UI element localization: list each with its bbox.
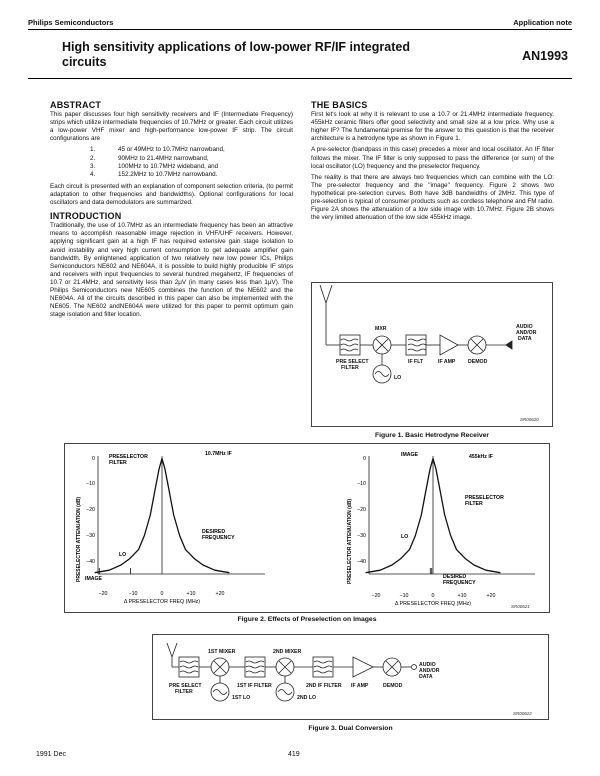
chart-b-xtick: +20 [486, 593, 496, 599]
label-preselect: PRE SELECT [169, 683, 202, 689]
config-list [90, 146, 293, 178]
preselect-filter-block [340, 335, 360, 355]
label-2nd-if-filter: 2ND IF FILTER [306, 683, 342, 689]
chart-a-xtick: +10 [186, 591, 196, 597]
label-audio: AUDIO [516, 324, 533, 330]
chart-a-ytick: −10 [86, 481, 95, 487]
label-data: DATA [419, 674, 433, 680]
right-column [311, 101, 554, 225]
label-andor: AND/OR [419, 668, 440, 674]
chart-a-frequency-label: FREQUENCY [202, 535, 235, 541]
title-rule [28, 78, 572, 79]
if1-filter-block [245, 657, 265, 677]
basics-text-2: A pre-selector (bandpass in this case) precedes a mixer and local oscillator. An IF filter follows the mixer. The IF filter is only supposed to pass the difference (or sum) of the local oscillator (LO) frequency and the preselector frequency. [311, 146, 554, 170]
label-if-amp: IF AMP [351, 683, 369, 689]
label-1st-if-filter: 1ST IF FILTER [237, 683, 272, 689]
chart-a-preselector-label: PRESELECTOR [109, 454, 148, 460]
chart-a-xtick: −10 [128, 591, 138, 597]
antenna-icon [320, 285, 326, 303]
list-item: 2. 90MHz to 21.4MHz narrowband, [90, 154, 209, 162]
figure-1 [311, 282, 553, 427]
intro-text: Traditionally, the use of 10.7MHz as an intermediate frequency has been an attractive means to accomplish reasonable image rejection in VHF/UHF receivers. However, applying significant gain at a high IF has required extensive gain stage isolation to avoid instability and very high current consumption to get adequate amplifier gain bandwidth. By enlightened application of two relatively new low power ICs, Philips Semiconductors NE602 and NE604A, it is possible to build highly producible IF strips and receivers with input frequencies to several hundred megahertz, IF frequencies of 10.7 or 21.4MHz, and sensitivity less than 2μV (in many cases less than 1μV). The Philips Semiconductors new NE605 combines the function of the NE602 and the NE604A. All of the circuits described in this paper can also be implemented with the NE605. The NE602 andNE604A were utilized for this paper to permit optimum gain stage isolation and filter location. [50, 222, 293, 319]
chart-b-if-label: 455kHz IF [469, 454, 493, 460]
list-item: 1. 45 or 49MHz to 10.7MHz narrowband, [90, 146, 225, 154]
chart-b-ytick: 0 [363, 456, 366, 462]
label-filter: FILTER [175, 689, 193, 695]
doc-number: AN1993 [522, 49, 568, 63]
label-mxr: MXR [375, 326, 387, 332]
list-item: 3. 100MHz to 10.7MHz wideband, and [90, 162, 219, 170]
chart-b-preselector-label: PRESELECTOR [465, 495, 504, 501]
intro-heading: INTRODUCTION [50, 211, 122, 222]
fig1-diagram [312, 283, 552, 426]
if-amp-icon [353, 657, 373, 677]
header-rule [28, 29, 572, 30]
chart-a-ylabel: PRESELECTOR ATTENUATION (dB) [76, 496, 82, 582]
label-demod: DEMOD [383, 683, 403, 689]
fig2-caption: Figure 2. Effects of Preselection on Images [237, 616, 377, 623]
chart-b-filter-label: FILTER [465, 501, 483, 507]
if-filter-block [406, 335, 426, 355]
label-data: DATA [518, 336, 532, 342]
chart-b-xtick: −10 [399, 593, 409, 599]
chart-b-xtick: 0 [431, 593, 435, 599]
list-item: 4. 152.2MHz to 10.7MHz narrowband. [90, 170, 218, 178]
page-title: High sensitivity applications of low-power RF/IF integrated circuits [62, 40, 410, 69]
label-if-amp: IF AMP [438, 359, 456, 365]
chart-b-ytick: −20 [357, 507, 366, 513]
fig2-ref: SR00621 [511, 604, 530, 609]
chart-a-ytick: 0 [92, 456, 95, 462]
chart-a-ytick: −20 [86, 507, 95, 513]
antenna-icon [167, 643, 172, 657]
figure-2 [64, 443, 550, 613]
footer-page: 419 [288, 751, 300, 758]
fig3-diagram [153, 635, 548, 719]
basics-heading: THE BASICS [311, 100, 368, 110]
fig1-caption: Figure 1. Basic Hetrodyne Receiver [374, 432, 490, 439]
basics-text-1: First let's look at why it is relevant to use a 10.7 or 21.4MHz intermediate frequency. 455kHz ceramic filters offer good selectivity and small size at a low price. Why use a higher IF? The fundamental premise for the answer to this question is that the receiver architecture is a hetrodyne type as shown in Figure 1. [311, 111, 554, 143]
chart-a-desired-label: DESIRED [202, 529, 226, 535]
chart-a-if-label: 10.7MHz IF [205, 451, 232, 457]
footer-date: 1991 Dec [36, 751, 66, 758]
chart-b-xtick: +10 [457, 593, 467, 599]
label-audio: AUDIO [419, 662, 436, 668]
chart-a-xtick: +20 [215, 591, 225, 597]
header-company: Philips Semiconductors [28, 18, 114, 27]
basics-text-3: The reality is that there are always two frequencies which can combine with the LO: The pre-selector frequency and the "image" frequency. Figure 2 shows two hypothetical pre-selection curves. Both have 3dB bandwidths of 2MHz. This type of pre-selection is typical of consumer products such as cordless telephone and FM radio. Figure 2A shows the attenuation of a low side image with 10.7MHz. Figure 2B shows the very limited attenuation of the low side 455kHz image. [311, 173, 554, 222]
label-andor: AND/OR [516, 330, 537, 336]
chart-b-ytick: −10 [357, 481, 366, 487]
preselect-filter-block [179, 657, 199, 677]
label-1st-mixer: 1ST MIXER [208, 649, 236, 655]
abstract-heading: ABSTRACT [50, 100, 102, 110]
chart-b-image-label: IMAGE [401, 452, 419, 458]
fig3-ref: SR00622 [513, 711, 532, 716]
chart-b-frequency-label: FREQUENCY [443, 580, 476, 586]
header-doc-type: Application note [513, 18, 572, 27]
label-2nd-lo: 2ND LO [297, 695, 317, 701]
chart-a-image-label: IMAGE [85, 576, 103, 582]
label-2nd-mixer: 2ND MIXER [273, 649, 302, 655]
if-amp-icon [440, 335, 458, 355]
chart-a-xlabel: Δ PRESELECTOR FREQ (MHz) [123, 599, 201, 605]
label-lo: LO [394, 375, 402, 381]
label-if-flt: IF FLT [408, 359, 424, 365]
chart-a-xtick: −20 [98, 591, 108, 597]
chart-b-ylabel: PRESELECTOR ATTENUATION (dB) [347, 498, 353, 584]
left-column [50, 101, 293, 322]
abstract-text-2: Each circuit is presented with an explanation of component selection criteria, (to permit adaptation to other frequencies and bandwidths). Optional configurations for local oscillators and data demodulators are summarized. [50, 182, 293, 207]
if2-filter-block [313, 657, 333, 677]
fig1-ref: SR00620 [520, 417, 539, 422]
chart-b-ytick: −40 [357, 559, 366, 565]
label-preselect: PRE SELECT [336, 359, 369, 365]
chart-b-lo-label: LO [401, 534, 409, 540]
chart-a-ytick: −30 [86, 533, 95, 539]
chart-a-xtick: 0 [160, 591, 164, 597]
chart-a-filter-label: FILTER [109, 460, 127, 466]
figure-3 [152, 634, 549, 720]
chart-a-lo-label: LO [119, 552, 127, 558]
label-1st-lo: 1ST LO [232, 695, 251, 701]
fig3-caption: Figure 3. Dual Conversion [308, 725, 393, 732]
abstract-text: This paper discusses four high sensitivity receivers and IF (Intermediate Frequency) strips which utilize intermediate frequencies of 10.7MHz or greater. Each circuit utilizes a low-power VHF mixer and high-performance low-power IF strip. The circuit configurations are [50, 111, 293, 143]
chart-b-ytick: −30 [357, 533, 366, 539]
chart-b-xtick: −20 [371, 593, 381, 599]
label-demod: DEMOD [468, 359, 488, 365]
label-filter: FILTER [341, 365, 359, 371]
fig2-charts [65, 444, 549, 612]
chart-b-xlabel: Δ PRESELECTOR FREQ (MHz) [394, 601, 472, 607]
chart-b-desired-label: DESIRED [443, 574, 467, 580]
chart-a-ytick: −40 [86, 559, 95, 565]
